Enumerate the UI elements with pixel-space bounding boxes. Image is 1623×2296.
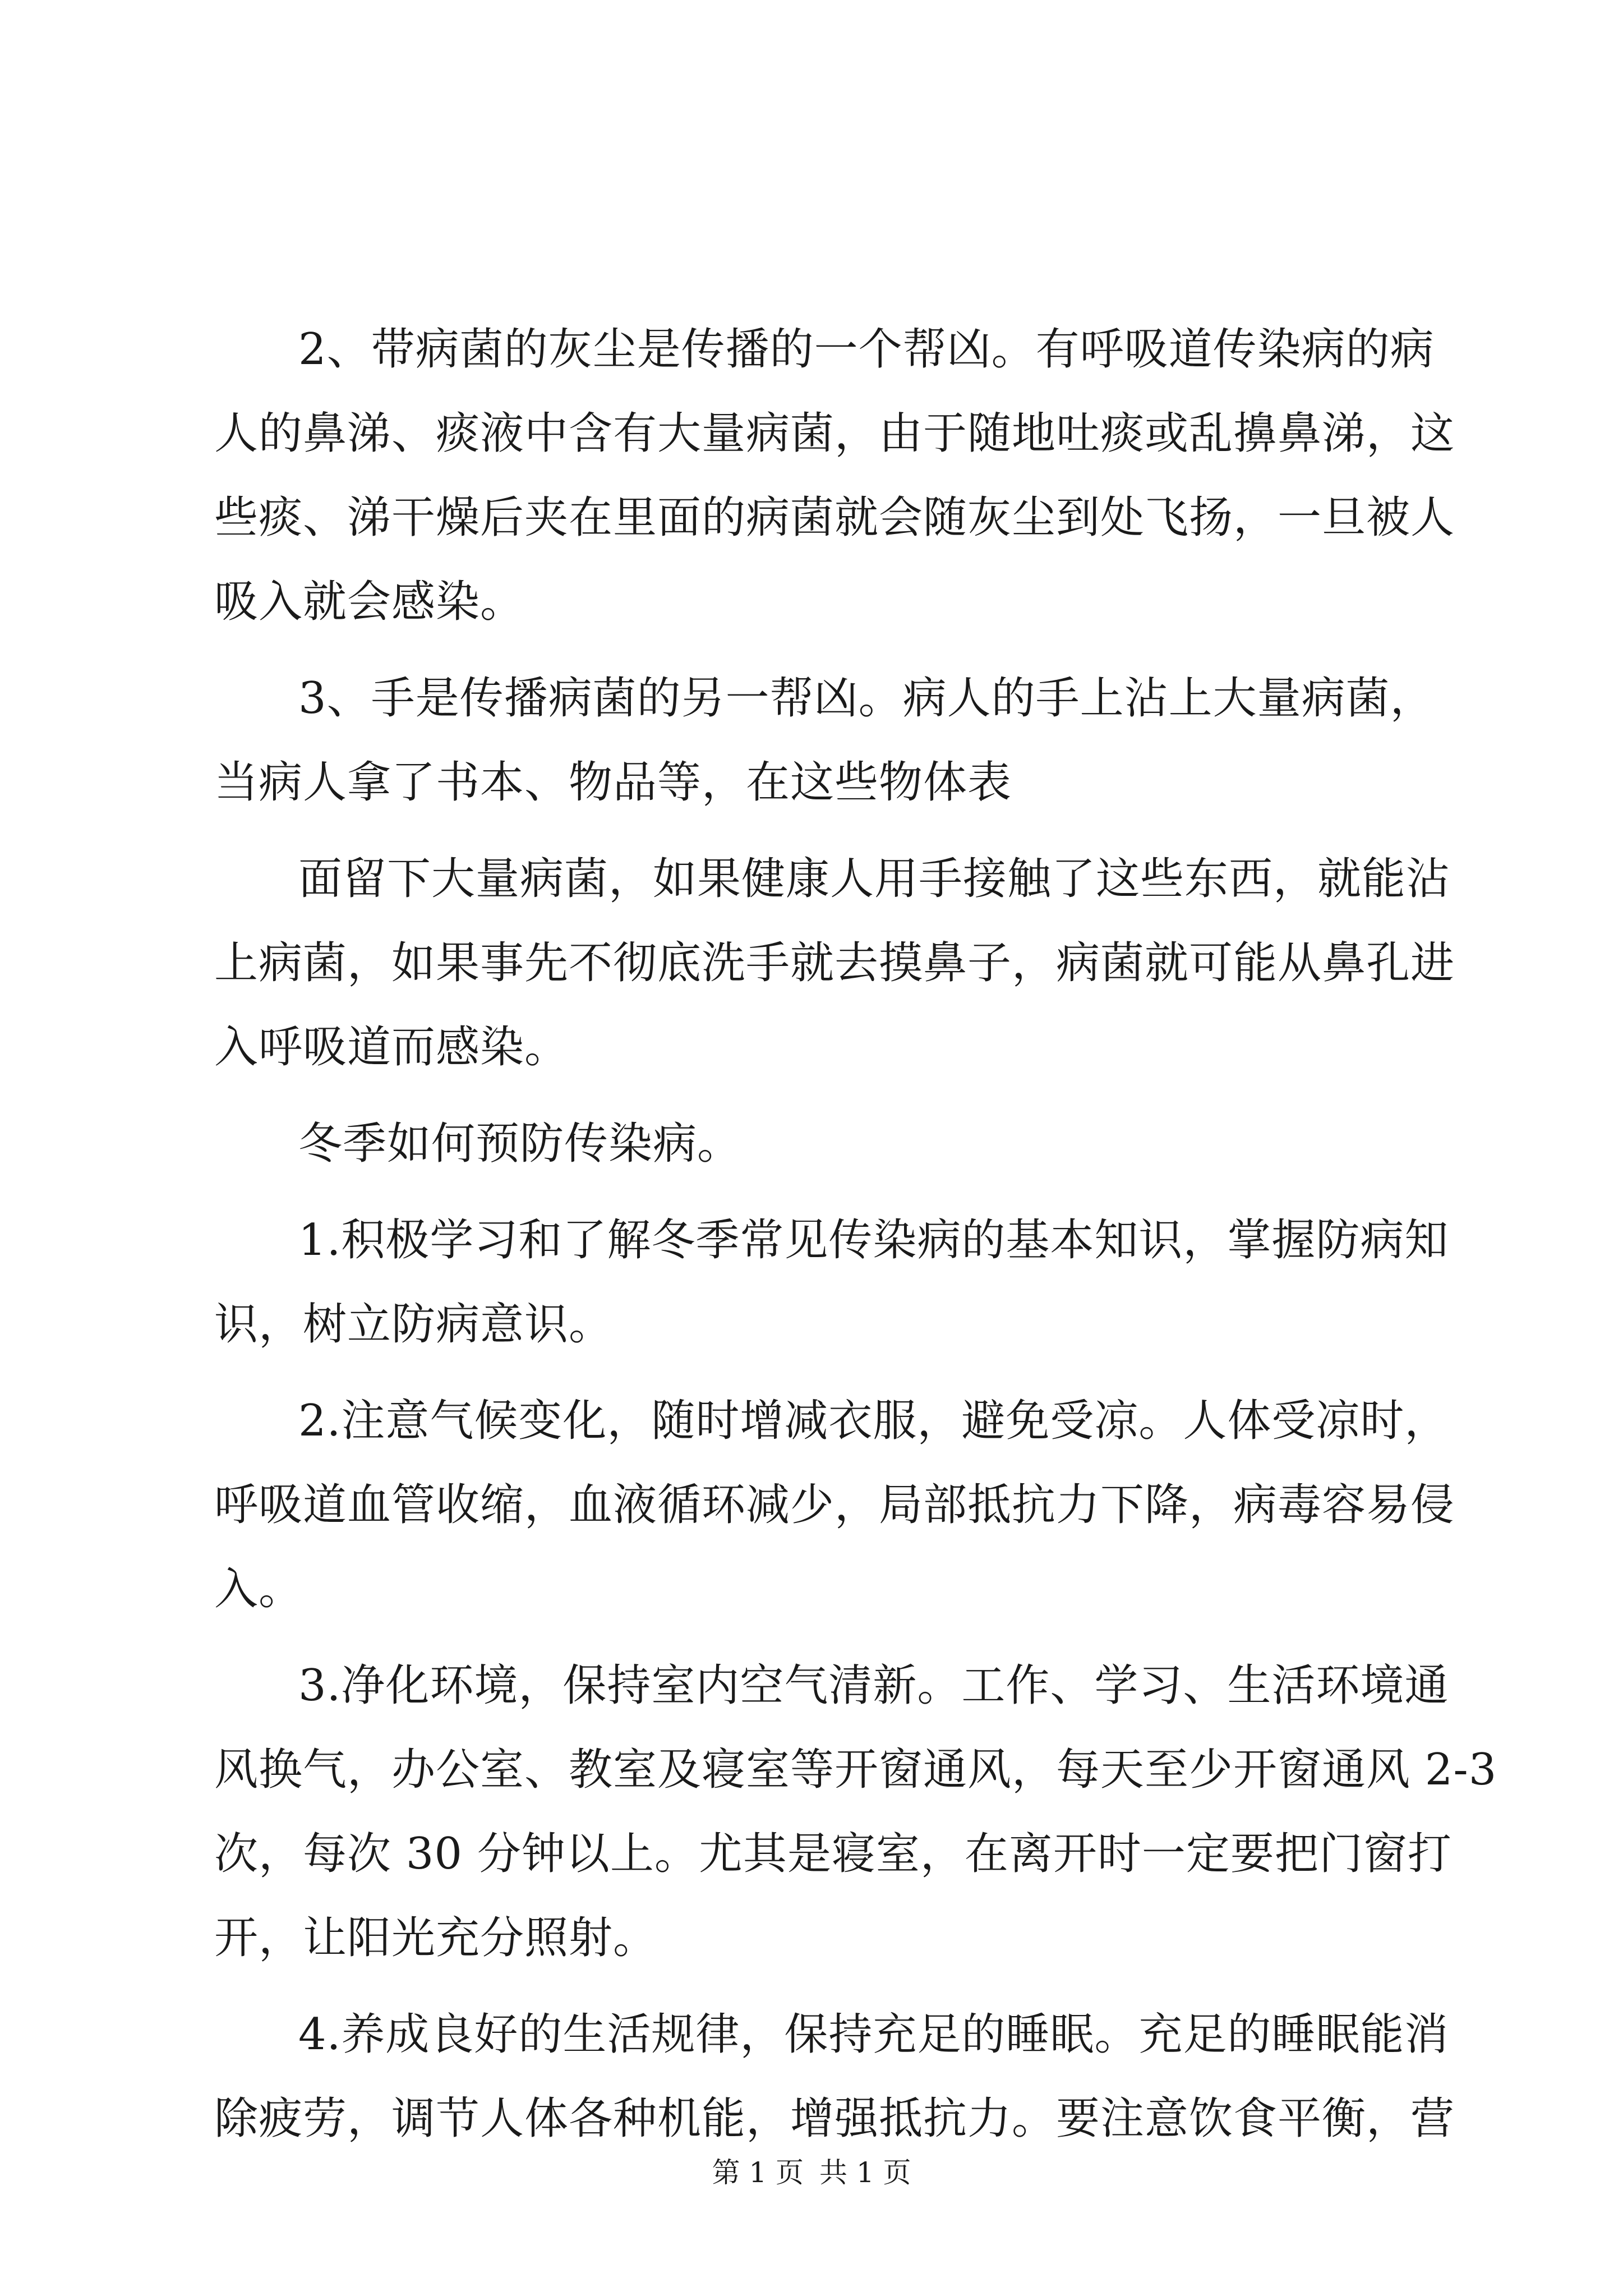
paragraph-line: 吸入就会感染。 <box>214 577 525 627</box>
paragraph-line: 2、带病菌的灰尘是传播的一个帮凶。有呼吸道传染病的病 <box>298 324 1435 375</box>
page-footer <box>0 2153 1623 2192</box>
paragraph-line: 面留下大量病菌，如果健康人用手接触了这些东西，就能沾 <box>298 854 1451 904</box>
paragraph-line: 呼吸道血管收缩，血液循环减少，局部抵抗力下降，病毒容易侵 <box>214 1480 1455 1530</box>
paragraph-line: 风换气，办公室、教室及寝室等开窗通风，每天至少开窗通风 2-3 <box>214 1745 1497 1795</box>
paragraph-line: 1.积极学习和了解冬季常见传染病的基本知识，掌握防病知 <box>298 1215 1449 1266</box>
paragraph-line: 识，树立防病意识。 <box>214 1299 614 1350</box>
paragraph-line: 3、手是传播病菌的另一帮凶。病人的手上沾上大量病菌， <box>298 673 1435 724</box>
paragraph-line: 入呼吸道而感染。 <box>214 1022 569 1073</box>
paragraph-line: 除疲劳，调节人体各种机能，增强抵抗力。要注意饮食平衡，营 <box>214 2093 1455 2144</box>
section-heading: 冬季如何预防传染病。 <box>298 1119 742 1169</box>
paragraph-line: 当病人拿了书本、物品等，在这些物体表 <box>214 757 1012 808</box>
paragraph-line: 些痰、涕干燥后夹在里面的病菌就会随灰尘到处飞扬，一旦被人 <box>214 493 1455 543</box>
paragraph-line: 上病菌，如果事先不彻底洗手就去摸鼻子，病菌就可能从鼻孔进 <box>214 938 1455 988</box>
paragraph-line: 入。 <box>214 1564 303 1614</box>
paragraph-line: 开，让阳光充分照射。 <box>214 1913 658 1963</box>
paragraph-line: 3.净化环境，保持室内空气清新。工作、学习、生活环境通 <box>298 1660 1449 1711</box>
document-body <box>214 307 1497 2161</box>
paragraph-line: 2.注意气候变化，随时增减衣服，避免受凉。人体受凉时， <box>298 1396 1449 1446</box>
paragraph-line: 人的鼻涕、痰液中含有大量病菌，由于随地吐痰或乱擤鼻涕，这 <box>214 408 1455 459</box>
page-number: 第 1 页 <box>712 2156 804 2189</box>
paragraph-line: 4.养成良好的生活规律，保持充足的睡眠。充足的睡眠能消 <box>298 2009 1449 2060</box>
page-total: 共 1 页 <box>819 2156 911 2189</box>
paragraph-line: 次，每次 30 分钟以上。尤其是寝室，在离开时一定要把门窗打 <box>214 1829 1452 1879</box>
